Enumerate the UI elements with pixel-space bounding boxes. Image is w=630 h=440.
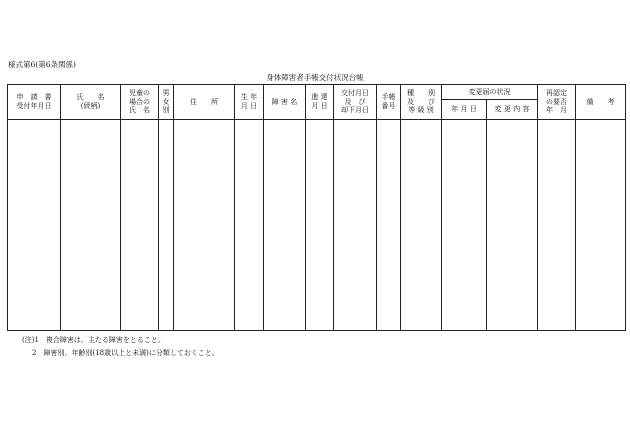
table-cell[interactable] bbox=[264, 120, 306, 331]
header-remarks: 備 考 bbox=[576, 85, 626, 120]
table-cell[interactable] bbox=[159, 120, 174, 331]
table-cell[interactable] bbox=[174, 120, 235, 331]
header-disability-name: 障 害 名 bbox=[264, 85, 306, 120]
table-cell[interactable] bbox=[235, 120, 264, 331]
ledger-table bbox=[7, 84, 626, 331]
header-recertification: 再認定 の要否 年 月 bbox=[538, 85, 576, 120]
header-birth-date: 生 年 月 日 bbox=[235, 85, 264, 120]
header-sex: 男 女 別 bbox=[159, 85, 174, 120]
header-address: 住 所 bbox=[174, 85, 235, 120]
table-cell[interactable] bbox=[487, 120, 538, 331]
table-cell[interactable] bbox=[8, 120, 61, 331]
table-cell[interactable] bbox=[61, 120, 121, 331]
table-cell[interactable] bbox=[401, 120, 442, 331]
header-change-status: 変更届の状況 bbox=[442, 85, 538, 100]
table-cell[interactable] bbox=[576, 120, 626, 331]
table-cell[interactable] bbox=[334, 120, 377, 331]
header-type-grade: 種 別 及 び 等 級 別 bbox=[401, 85, 442, 120]
form-number-label: 様式第6(第6条関係) bbox=[8, 60, 76, 69]
header-issue-date: 申 請 書 受付年月日 bbox=[8, 85, 61, 120]
table-cell[interactable] bbox=[442, 120, 487, 331]
ledger-title: 身体障害者手帳交付状況台帳 bbox=[266, 73, 364, 82]
table-cell[interactable] bbox=[306, 120, 334, 331]
header-change-date: 年 月 日 bbox=[442, 100, 487, 120]
table-cell[interactable] bbox=[121, 120, 159, 331]
header-change-content: 変 更 内 容 bbox=[487, 100, 538, 120]
table-cell[interactable] bbox=[377, 120, 401, 331]
header-child-name: 児童の 場合の 氏 名 bbox=[121, 85, 159, 120]
table-row bbox=[8, 120, 626, 331]
header-notebook-number: 手帳 番号 bbox=[377, 85, 401, 120]
notes bbox=[22, 334, 219, 360]
header-transfer-date: 進 達 月 日 bbox=[306, 85, 334, 120]
header-issue-reject-date: 交付月日 及 び 却下月日 bbox=[334, 85, 377, 120]
note-2: 2 障害別、年齢別(18歳以上と未満)に分類しておくこと。 bbox=[32, 349, 219, 357]
note-1: (注)1 複合障害は、主たる障害をとること。 bbox=[22, 336, 165, 344]
header-name: 氏 名 (続柄) bbox=[61, 85, 121, 120]
table-cell[interactable] bbox=[538, 120, 576, 331]
